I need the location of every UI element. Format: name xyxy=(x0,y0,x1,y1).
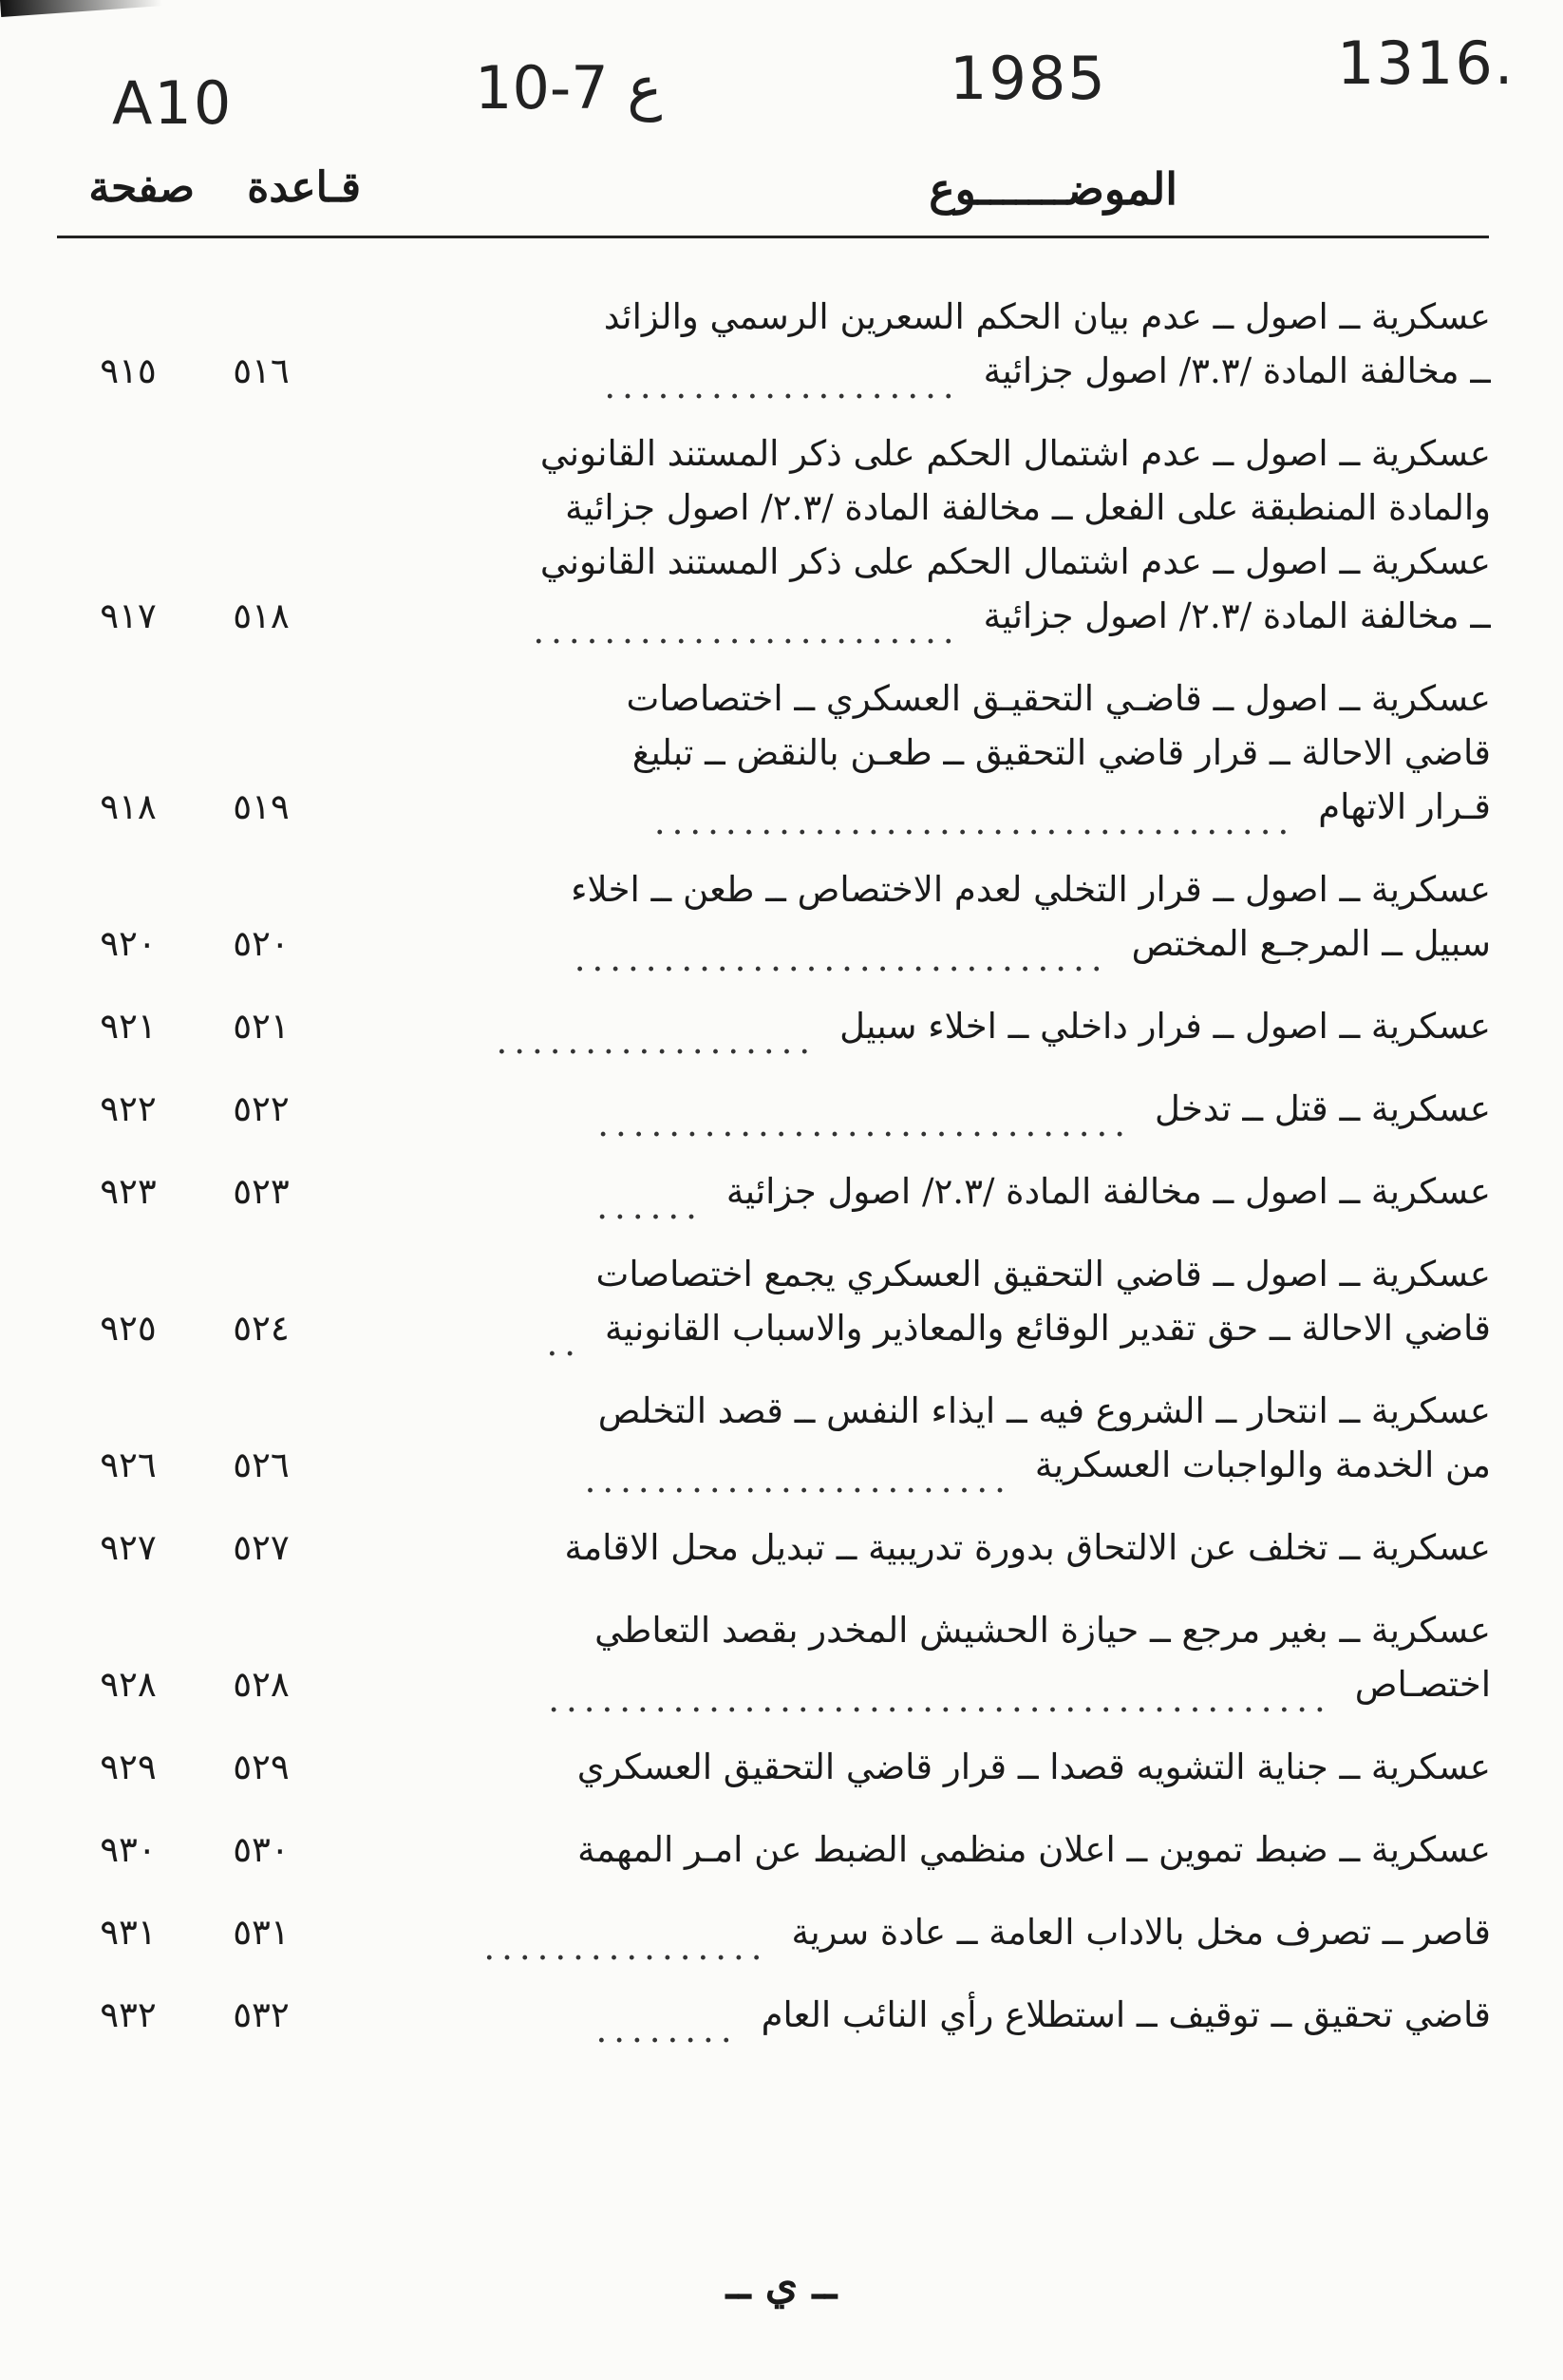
rule-number: ٥١٦ xyxy=(233,350,290,391)
rule-number: ٥٢٤ xyxy=(233,1308,290,1349)
entry-line xyxy=(57,1823,1491,1877)
index-entry xyxy=(57,1521,1491,1575)
entry-line xyxy=(57,1603,1491,1657)
entry-text: قاضي الاحالة ــ حق تقدير الوقائع والمعاذير والاسباب القانونية xyxy=(604,1308,1491,1349)
rule-number: ٥٢٧ xyxy=(233,1527,290,1568)
rule-number: ٥٢٣ xyxy=(233,1171,290,1212)
entry-text: عسكرية ــ اصول ــ فرار داخلي ــ اخلاء سبيل xyxy=(839,1006,1491,1047)
page-number: ٩٢٧ xyxy=(100,1527,157,1568)
entry-text: عسكرية ــ اصول ــ قاضي التحقيق العسكري يجمع اختصاصات xyxy=(595,1254,1491,1294)
page-footer: ــ ي ــ xyxy=(725,2260,838,2309)
rule-number: ٥٢٨ xyxy=(233,1664,290,1705)
entry-text: ــ مخالفة المادة /٣.٣/ اصول جزائية xyxy=(983,350,1491,391)
entry-text: قـرار الاتهام xyxy=(1318,786,1491,827)
entry-line xyxy=(57,780,1491,842)
index-entry xyxy=(57,1164,1491,1227)
leader-dots: .................................... xyxy=(653,802,1296,842)
entry-text: عسكرية ــ قتل ــ تدخل xyxy=(1155,1088,1491,1129)
entry-line xyxy=(57,1905,1491,1968)
entry-line xyxy=(57,671,1491,726)
rule-number: ٥٣٠ xyxy=(233,1829,290,1870)
page-number: ٩٣٠ xyxy=(100,1829,157,1870)
entry-line xyxy=(57,726,1491,780)
header-topic: الموضـــــــوع xyxy=(929,163,1177,215)
index-entry xyxy=(57,1603,1491,1720)
entry-line xyxy=(57,1657,1491,1720)
scan-corner-mark xyxy=(0,0,162,17)
entry-line xyxy=(57,1247,1491,1301)
rule-number: ٥٢٦ xyxy=(233,1445,290,1485)
entry-text: عسكرية ــ بغير مرجع ــ حيازة الحشيش المخدر بقصد التعاطي xyxy=(594,1610,1491,1651)
index-entry xyxy=(57,671,1491,842)
page-number: ٩٢١ xyxy=(100,1006,157,1047)
leader-dots: .................. xyxy=(496,1021,818,1062)
page-number: ٩١٥ xyxy=(100,350,157,391)
index-entry xyxy=(57,1740,1491,1794)
header-divider xyxy=(57,236,1489,238)
page-number: ٩٣٢ xyxy=(100,1994,157,2035)
page-number: ٩١٨ xyxy=(100,786,157,827)
entry-line xyxy=(57,1521,1491,1575)
page-number: ٩٢٩ xyxy=(100,1747,157,1787)
entry-line xyxy=(57,344,1491,406)
entry-text: ــ مخالفة المادة /٢.٣/ اصول جزائية xyxy=(983,595,1491,636)
entry-text: عسكرية ــ اصول ــ قرار التخلي لعدم الاختصاص ــ طعن ــ اخلاء xyxy=(571,869,1491,910)
handwritten-volume: 10-7 ع xyxy=(475,53,663,123)
entry-line xyxy=(57,535,1491,589)
rule-number: ٥٣١ xyxy=(233,1912,290,1953)
entry-text: عسكرية ــ ضبط تموين ــ اعلان منظمي الضبط عن امـر المهمة xyxy=(577,1829,1491,1870)
entry-text: عسكرية ــ جناية التشويه قصدا ــ قرار قاضي التحقيق العسكري xyxy=(576,1747,1491,1787)
page-number: ٩٢٢ xyxy=(100,1088,157,1129)
entry-text: عسكرية ــ اصول ــ عدم اشتمال الحكم على ذكر المستند القانوني xyxy=(539,541,1491,582)
index-header xyxy=(57,163,1491,230)
leader-dots: .............................. xyxy=(597,1104,1133,1144)
leader-dots: .............................. xyxy=(574,938,1109,979)
index-entry xyxy=(57,1247,1491,1364)
index-entry xyxy=(57,290,1491,406)
leader-dots: .. xyxy=(546,1323,582,1364)
entry-line xyxy=(57,916,1491,979)
rule-number: ٥٢٩ xyxy=(233,1747,290,1787)
entry-line xyxy=(57,1988,1491,2050)
leader-dots: ........ xyxy=(595,2010,739,2050)
entry-text: عسكرية ــ اصول ــ مخالفة المادة /٢.٣/ اصول جزائية xyxy=(725,1171,1491,1212)
entry-line xyxy=(57,290,1491,344)
entry-text: عسكرية ــ تخلف عن الالتحاق بدورة تدريبية ــ تبديل محل الاقامة xyxy=(564,1527,1491,1568)
entry-line xyxy=(57,426,1491,481)
index-entry xyxy=(57,1384,1491,1501)
header-rule: قـاعدة xyxy=(247,163,361,212)
entry-line xyxy=(57,589,1491,652)
index-entry xyxy=(57,1823,1491,1877)
entry-text: عسكرية ــ اصول ــ قاضـي التحقيـق العسكري ــ اختصاصات xyxy=(626,678,1491,719)
handwritten-year: 1985 xyxy=(950,44,1107,113)
entry-line xyxy=(57,1164,1491,1227)
page-number: ٩٢٦ xyxy=(100,1445,157,1485)
index-entries xyxy=(57,290,1491,2070)
entry-text: سبيل ــ المرجـع المختص xyxy=(1131,923,1491,964)
rule-number: ٥٢٢ xyxy=(233,1088,290,1129)
entry-line xyxy=(57,481,1491,535)
handwritten-code: A10 xyxy=(112,68,234,138)
index-entry xyxy=(57,862,1491,979)
index-entry xyxy=(57,999,1491,1062)
entry-line xyxy=(57,1438,1491,1501)
entry-line xyxy=(57,1740,1491,1794)
entry-text: قاضي الاحالة ــ قرار قاضي التحقيق ــ طعـن بالنقض ــ تبليغ xyxy=(631,732,1491,773)
index-entry xyxy=(57,1082,1491,1144)
page-number: ٩٢٣ xyxy=(100,1171,157,1212)
leader-dots: ...... xyxy=(596,1186,704,1227)
entry-text: قاضي تحقيق ــ توقيف ــ استطلاع رأي النائب العام xyxy=(761,1994,1491,2035)
leader-dots: ................ xyxy=(483,1927,769,1968)
entry-text: عسكرية ــ انتحار ــ الشروع فيه ــ ايذاء النفس ــ قصد التخلص xyxy=(597,1390,1491,1431)
entry-text: اختصـاص xyxy=(1354,1664,1491,1705)
index-entry xyxy=(57,426,1491,652)
leader-dots: ........................ xyxy=(584,1460,1012,1501)
index-entry xyxy=(57,1905,1491,1968)
entry-text: والمادة المنطبقة على الفعل ــ مخالفة المادة /٢.٣/ اصول جزائية xyxy=(565,487,1491,528)
entry-line xyxy=(57,999,1491,1062)
entry-line xyxy=(57,1384,1491,1438)
page-number: ٩٢٠ xyxy=(100,923,157,964)
entry-text: عسكرية ــ اصول ــ عدم بيان الحكم السعرين الرسمي والزائد xyxy=(603,296,1491,337)
leader-dots: ........................ xyxy=(533,611,961,652)
rule-number: ٥١٨ xyxy=(233,595,290,636)
entry-text: قاصر ــ تصرف مخل بالاداب العامة ــ عادة سرية xyxy=(791,1912,1491,1953)
rule-number: ٥٣٢ xyxy=(233,1994,290,2035)
entry-text: عسكرية ــ اصول ــ عدم اشتمال الحكم على ذكر المستند القانوني xyxy=(539,433,1491,474)
entry-line xyxy=(57,1301,1491,1364)
leader-dots: .................... xyxy=(604,366,961,406)
rule-number: ٥٢٠ xyxy=(233,923,290,964)
page-number: ٩١٧ xyxy=(100,595,157,636)
entry-line xyxy=(57,862,1491,916)
page-number: ٩٣١ xyxy=(100,1912,157,1953)
entry-line xyxy=(57,1082,1491,1144)
handwritten-number: 1316. xyxy=(1337,28,1516,98)
header-page: صفحة xyxy=(88,163,195,212)
index-entry xyxy=(57,1988,1491,2050)
leader-dots: ............................................ xyxy=(548,1679,1332,1720)
entry-text: من الخدمة والواجبات العسكرية xyxy=(1034,1445,1491,1485)
page-number: ٩٢٨ xyxy=(100,1664,157,1705)
rule-number: ٥١٩ xyxy=(233,786,290,827)
page-number: ٩٢٥ xyxy=(100,1308,157,1349)
rule-number: ٥٢١ xyxy=(233,1006,290,1047)
